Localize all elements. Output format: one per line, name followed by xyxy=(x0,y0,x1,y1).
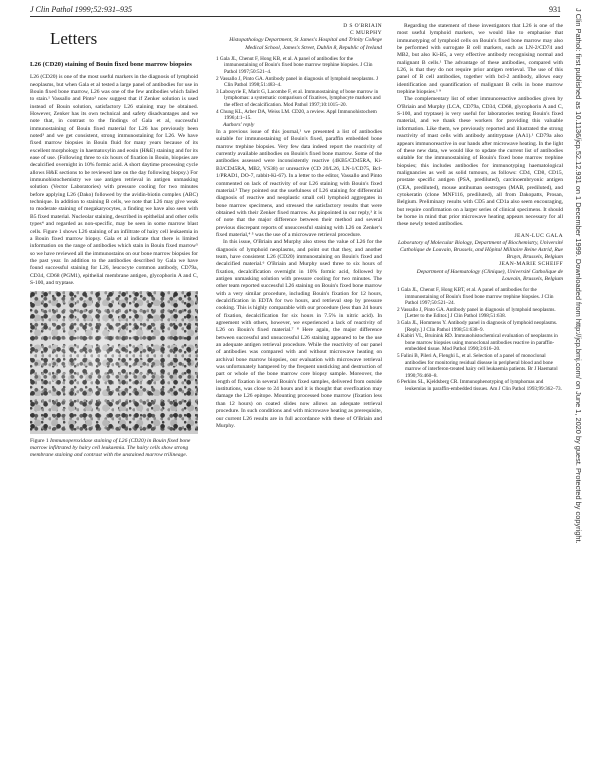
reference-item: 3 Labouyrie E, Marit G, Lacombe F, et al. Immunostaining of bone marrow in lymphomas: a systematic comparison of fixatives, lymphocyte markers and the effect of decalcification. Mod Pathol 1997;10:1015–20. xyxy=(216,88,381,108)
header-rule xyxy=(30,16,560,17)
author-name: D S O'BRIAIN xyxy=(343,23,382,29)
download-watermark xyxy=(568,0,592,776)
letter-signature xyxy=(216,23,382,52)
reply-paragraph: In this issue, O'Briain and Murphy also stress the value of L26 for the diagnosis of lymphoid neoplasms, and point out that they, and another team, have consistent L26 (CD20) immunostaining on Bouin's fixed and decalcified material.⁶ O'Briain and Murphy used three to six hours of fixation, decalcification overnight in 10% formic acid, followed by antigen unmasking solution with pressure cooling for two minutes. The other team reported successful L26 staining on Bouin's fixed bone marrow with a very similar procedure, including Bouin's fixation for 12 hours, decalcification in EDTA for two hours, and retrieval step by pressure cooking. This is highly comparable with our procedure (less than 24 hours of fixation, decalcification for six hours in 7.5% in nitric acid). In agreement with others, however, we experienced a lack of reactivity of L26 on Bouin's fixed material.⁷ ⁸ Here again, the major difference between successful and unsuccessful L26 staining appeared to be the use an adequate antigen retrieval procedure. While the reactivity of our panel of antibodies was compared with and without microwave heating on archival bone marrow biopsies, our evaluation with microwave retrieval was unfortunately hampered by the frequent unsticking and destruction of part or whole of the bone marrow core biopsy sample. Moreover, the length of fixation in several Bouin's fixed samples, delivered from outside institutions, was close to 24 hours and it is thought that overfixation may damage the L26 epitope. Mounting processed bone marrow (fixation less than 12 hours) on coated slides now allows an adequate retrieval procedure. In such conditions and with microwave heating as prerequisite, our current L26 results are in full accordance with these of O'Briain and Murphy. xyxy=(216,239,382,429)
page-number: 931 xyxy=(549,5,561,14)
author-affiliation: Department of Haematology (Clinique), Université Catholique de Louvain, Brussels, Belgium xyxy=(416,268,563,282)
reference-item: 1 Gala JL, Chenut F, Hong KBT, et al. A panel of antibodies for the immunostaining of Bouin's fixed bone marrow trephine biopsies. J Clin Pathol 1997;50:521–24. xyxy=(397,287,554,307)
reference-item: 1 Gala JL, Chenut F, Hong KB, et al. A panel of antibodies for the immunostaining of Bouin's fixed bone marrow trephine biopsies. J Clin Pathol 1997;50:521–4. xyxy=(216,55,373,75)
reply-paragraph: Regarding the statement of these investigators that L26 is one of the most useful lymphoid markers, we would like to emphasise that immunotyping of lymphoid cells on Bouin's fixed bone marrow may also be performed with surrogate B cell markers, such as LN-2/CD74 and MB2, but also Ki-B5, a very effective antibody recognising normal and malignant B cells.¹ The advantage of these antibodies, compared with L26, is that they do not require prior antigen retrieval. The use of this panel of B cell antibodies, together with bcl-2 antibody, allows easy identification and quantification of malignant B cells in bone marrow trephine biopsies.¹ ⁹ xyxy=(397,23,563,96)
reference-item: 2 Vassallo J, Pinto GA. Antibody panel in diagnosis of lymphoid neoplasms. [Letter to the Editor.] J Clin Pathol 1998;51:638. xyxy=(397,306,556,320)
reply-paragraph: In a previous issue of this journal,¹ we presented a list of antibodies suitable for immunostaining of Bouin's fixed, paraffin embedded bone marrow trephine biopsies. Very few data indeed report the reactivity of currently available antibodies on Bouin's fixed bone marrow. Some of the antibodies assessed were inconsistently reactive (4KB5/CD45RA, Ki-B3/CD45RA, MB2, VS38) or unreactive (CD 20/L26, LN-1/CD75, Bcl-1/PRAD1, DO-7, rabbit-Ki-67). In a letter to the editor, Vassallo and Pinto commented on lack of reactivity of our L26 staining with Bouin's fixed material.² They pointed out the usefulness of L26 staining for differential diagnosis of reactive and neoplastic small cell lymphoid aggregates in bone marrow specimens, and stressed the satisfactory results that were obtained with their Zenker fixed marrow. As pinpointed in our reply,³ it is of note that the major difference between their method and several previous discrepant reports of unsuccessful staining with L26 on Zenker's fixed material,⁴ ⁵ was the use of a microwave retrieval procedure. xyxy=(216,129,382,238)
letter-references xyxy=(216,56,382,122)
download-watermark-text: J Clin Pathol: first published as 10.1136/jcp.52.12.931 on 1 December 1999. Downloaded from http://jcp.bmj.com/ on June 1, 2020 by guest. Protected by copyright. xyxy=(574,8,583,544)
reply-paragraph: The complementary list of other immunoreactive antibodies given by O'Briain and Murphy (LCA, CD79a, CD34, CD68, glycophorin A and C, S-100, and tryptase) is very useful for laboratories testing Bouin's fixed material, and we thank these workers for providing this valuable information. Like them, we previously reported and illustrated the strong reactivity of mast cells with antibody antitryptase (AA1).¹ CD79a also appears immunoreactive in our hands after microwave heating. In the light of these new data, we would like to update the current list of antibodies suitable for the immunostaining of Bouin's fixed bone marrow trephine biopsies; this includes antibodies for immunotyping haematological malignancies as well as solid tumours, as follows: CD4, CD8, CD15, prostate specific antigen (PSA, prediluted), carcinoembryonic antigen (CEA, prediluted), mouse antihuman oestrogen (MAB, prediluted), and cytokeratin (clone MNF116, prediluted), all from Dakopatts, Prosan, Belgium. Preliminary results with CD5 and CD1a also seem encouraging, but require confirmation on a larger series of clinical specimens. It should be borne in mind that prior microwave heating appears necessary for all these newly tested antibodies. xyxy=(397,96,563,228)
column-2 xyxy=(216,23,382,430)
reference-item: 4 Chung KL, Arber DA, Weiss LM. CD20, a review. Appl Immunohistochem 1996;4:1–15. xyxy=(216,108,377,122)
section-title: Letters xyxy=(50,29,98,48)
reference-item: 6 Perkins SL, Kjeldsberg CR. Immunophenotyping of lymphomas and leukemias in paraffin-embedded tissues. Am J Clin Pathol 1993;99:362–73. xyxy=(397,379,562,392)
reply-signature xyxy=(397,233,563,283)
letter-title: L26 (CD20) staining of Bouin fixed bone marrow biopsies xyxy=(30,61,192,68)
figure-caption-label: Figure 1 xyxy=(30,438,49,445)
reply-heading: Authors' reply xyxy=(223,121,255,128)
reply-references xyxy=(397,287,563,393)
reference-item: 3 Gala JL, Hommens Y. Antibody panel in diagnosis of lymphoid neoplasms. [Reply.] J Clin Pathol 1998;51:638–9. xyxy=(397,320,558,333)
reference-item: 2 Vassallo J, Pinto GA. Antibody panel in diagnosis of lymphoid neoplasms. J Clin Pathol 1998;51:483–4. xyxy=(216,75,379,89)
author-affiliation: Histopathology Department, St James's Hospital and Trinity College Medical School, James's Street, Dublin 8, Republic of Ireland xyxy=(229,37,382,51)
micrograph-figure xyxy=(30,291,198,434)
letter-body: L26 (CD20) is one of the most useful markers in the diagnosis of lymphoid neoplasms, but when Gala et al tested a large panel of antibodies for use in Bouin fixed bone marrow, L26 was one of the few antibodies which failed to stain.¹ Vassallo and Pinto² now suggest that if Zenker solution is used instead of Bouin solution, satisfactory L26 staining may be obtained. However, Zenker has its own technical and safety disadvantages and we note that, in contrast to the findings of Gala et al, successful immunostaining of Bouin fixed material for L26 has previously been noted³ and we get consistent, strong immunostaining for L26. We have fixed marrow biopsies in Bouin fluid for many years because of its excellent morphology in haematoxylin and eosin (H&E) staining and for its ease of use. (Following three to six hours of fixation in Bouin, biopsies are decalcified overnight in 10% formic acid. A short daytime processing cycle allows H&E sections to be reviewed late on the day following biopsy.) For immunohistochemistry we use antigen retrieval in antigen unmasking solution (Vector Laboratories) with pressure cooling for two minutes before applying L26 (Dako) followed by the avidin-biotin complex (ABC) technique. In addition to staining B cells, we note that L26 may give weak to moderate staining of megakaryocytes, a finding we have also seen with B5 fixed material. Nucleolar staining, described in epithelial and other cells types⁴ and regarded as non-specific, may be seen in some marrow blast cells. Figure 1 shows L26 staining of an infiltrate of hairy cell leukaemia in a Bouin fixed marrow biopsy. Gala et al indicate that there is limited information on the range of antibodies which stain in Bouin fixed marrow⁵ so we have reviewed all the immunostains on our bone marrow biopsies for the past year. In addition to the antibodies described by Gala we have found successful staining for L26, leucocyte common antibody, CD79a, CD34, CD68 (PGM1), epithelial membrane antigen, glycophorin A and C, S-100, and tryptase. xyxy=(30,74,198,286)
reference-item: 5 Falini B, Pileri A, Flenghi L, et al. Selection of a panel of monoclonal antibodies for monitoring residual disease in peripheral blood and bone marrow of interferon-treated hairy cell leukaemia patients. Br J Haematol 1990;76:460–8. xyxy=(397,352,558,379)
author-name: C MURPHY xyxy=(349,30,382,37)
author-affiliation: Laboratory of Molecular Biology, Department of Biochemistry, Université Catholique de Louvain, Brussels, and Hôpital Militaire Reine Astrid, Rue Bruyn, Brussels, Belgium xyxy=(398,239,563,261)
figure-caption-text: Immunoperoxidase staining of L26 (CD20) in Bouin fixed bone marrow infiltrated by hairy cell leukaemia. The hairy cells show strong membrane staining and contrast with the unstained marrow trilineage. xyxy=(30,438,191,459)
figure-caption xyxy=(30,438,198,459)
author-name: JEAN-MARIE SCHEIFF xyxy=(498,261,563,268)
reference-item: 4 Kabiri VL, Bruinink RD. Immunohistochemical evaluation of neoplasms in bone marrow biopsies using monoclonal antibodies reactive in paraffin-embedded tissue. Mod Pathol 1990;3:616–20. xyxy=(397,333,558,353)
journal-citation: J Clin Pathol 1999;52:931–935 xyxy=(30,5,132,14)
column-1 xyxy=(30,23,198,459)
author-name: JEAN-LUC GALA xyxy=(514,232,563,239)
column-3 xyxy=(397,23,563,393)
